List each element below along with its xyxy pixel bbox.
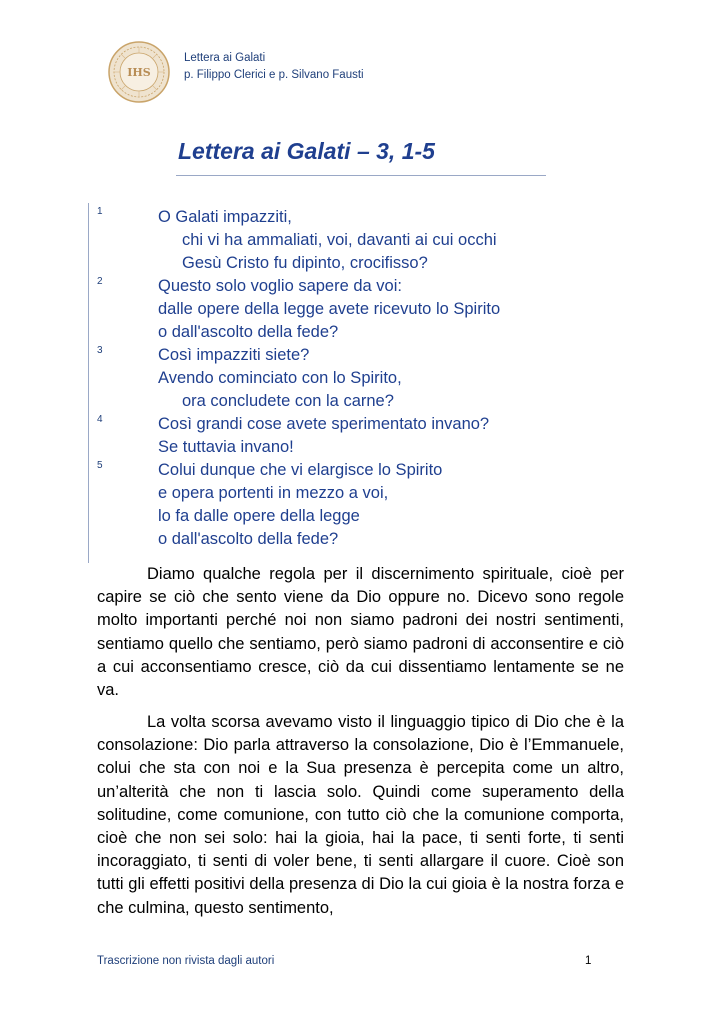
page-number: 1 bbox=[585, 955, 592, 967]
body-paragraph: La volta scorsa avevamo visto il linguaggio tipico di Dio che è la consolazione: Dio parla attraverso la consolazione, Dio è l’Emmanuele, colui che sta con noi e la Sua presenza è percepita come un altro, un’alterità che non ti lascia solo. Quindi come superamento della solitudine, come comunione, con tutto ciò che la comunione comporta, cioè che non sei solo: hai la gioia, hai la pace, ti senti forte, ti senti incoraggiato, ti senti di voler bene, ti senti allargare il cuore. Cioè son tutti gli effetti positivi della presenza di Dio la cui gioia è la nostra forza e che culmina, questo sentimento, bbox=[97, 713, 624, 917]
body-paragraph: Diamo qualche regola per il discernimento spirituale, cioè per capire se ciò che sento viene da Dio oppure no. Dicevo sono regole molto importanti perché noi non siamo padroni dei nostri sentimenti, sentiamo quello che sentiamo, però siamo padroni di acconsentire e ciò a cui acconsentiamo cresce, ciò da cui dissentiamo lentamente se ne va. bbox=[97, 565, 624, 700]
verse-line: ora concludete con la carne? bbox=[182, 392, 394, 410]
verse-line: o dall'ascolto della fede? bbox=[158, 323, 339, 341]
verse-line: e opera portenti in mezzo a voi, bbox=[158, 484, 389, 502]
verse-margin-bar bbox=[88, 203, 89, 563]
title-underline bbox=[176, 175, 546, 176]
verse-line: Così impazziti siete? bbox=[158, 346, 310, 364]
verse-line: o dall'ascolto della fede? bbox=[158, 530, 339, 548]
verse-line: Avendo cominciato con lo Spirito, bbox=[158, 369, 402, 387]
document-title: Lettera ai Galati – 3, 1-5 bbox=[178, 138, 435, 164]
svg-text:IHS: IHS bbox=[127, 66, 151, 79]
verse-line: chi vi ha ammaliati, voi, davanti ai cui occhi bbox=[182, 231, 497, 249]
verse-line: Se tuttavia invano! bbox=[158, 438, 294, 456]
verse-number: 1 bbox=[97, 206, 103, 217]
verse-number: 3 bbox=[97, 345, 103, 356]
footer-note: Trascrizione non rivista dagli autori bbox=[97, 955, 275, 967]
verse-number: 2 bbox=[97, 276, 103, 287]
header-title: Lettera ai Galati bbox=[184, 52, 266, 64]
verse-line: Questo solo voglio sapere da voi: bbox=[158, 277, 402, 295]
running-header bbox=[184, 50, 364, 84]
header-authors: p. Filippo Clerici e p. Silvano Fausti bbox=[184, 69, 364, 81]
verse-line: O Galati impazziti, bbox=[158, 208, 292, 226]
jesuit-ihs-seal-icon bbox=[108, 41, 170, 103]
verse-line: Colui dunque che vi elargisce lo Spirito bbox=[158, 461, 443, 479]
verse-line: Gesù Cristo fu dipinto, crocifisso? bbox=[182, 254, 428, 272]
verse-number: 5 bbox=[97, 460, 103, 471]
verse-line: lo fa dalle opere della legge bbox=[158, 507, 360, 525]
verse-line: Così grandi cose avete sperimentato invano? bbox=[158, 415, 490, 433]
verse-number: 4 bbox=[97, 414, 103, 425]
verse-line: dalle opere della legge avete ricevuto lo Spirito bbox=[158, 300, 501, 318]
